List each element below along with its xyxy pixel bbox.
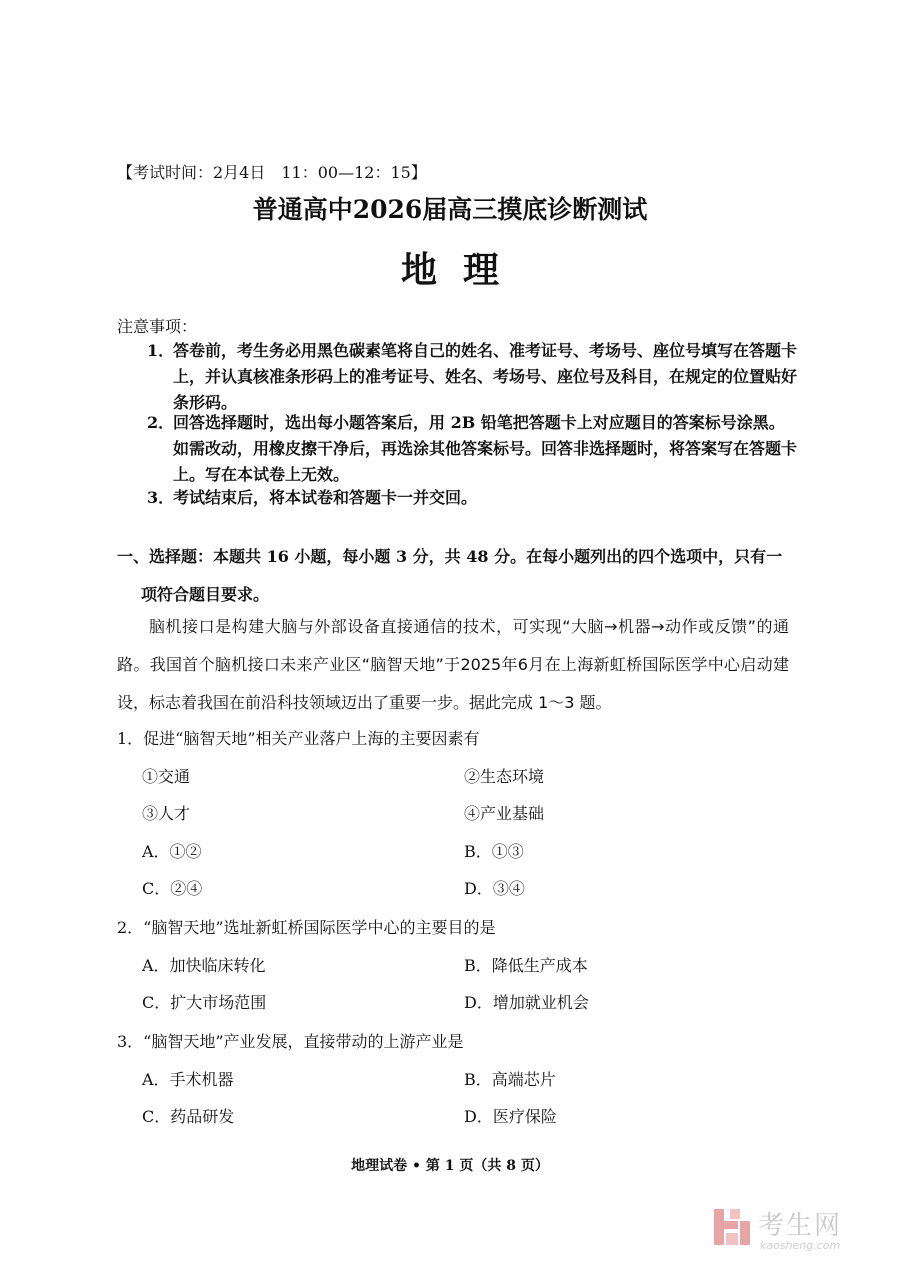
question-1-option-b: B．①③	[464, 842, 524, 861]
question-3-option-b: B．高端芯片	[464, 1070, 556, 1089]
section-heading-line1: 一、选择题：本题共 16 小题，每小题 3 分，共 48 分。在每小题列出的四个选项中，只有一	[117, 547, 783, 566]
question-2-option-a: A．加快临床转化	[142, 956, 266, 975]
notice-item-number: 2．	[147, 413, 175, 432]
section-heading-line2: 项符合题目要求。	[141, 585, 270, 604]
watermark-text: 考生网	[758, 1211, 843, 1241]
exam-title: 普通高中2026届高三摸底诊断测试	[252, 195, 648, 224]
question-2-option-d: D．增加就业机会	[464, 993, 589, 1012]
page-footer: 地理试卷 • 第 1 页（共 8 页）	[351, 1158, 549, 1174]
question-3-option-a: A．手术机器	[142, 1070, 234, 1089]
notice-item-3	[147, 485, 797, 511]
exam-time: 【考试时间：2月4日 11：00—12：15】	[117, 163, 427, 182]
section-heading	[117, 538, 789, 614]
watermark-logo-icon	[712, 1207, 752, 1247]
notice-item-2	[147, 410, 797, 488]
notice-item-text: 考试结束后，将本试卷和答题卡一并交回。	[173, 488, 478, 507]
subject-title: 地理	[400, 249, 525, 291]
notice-item-1	[147, 338, 797, 416]
watermark	[712, 1205, 872, 1257]
question-1-stem: 1．促进“脑智天地”相关产业落户上海的主要因素有	[117, 729, 480, 748]
watermark-url: kaosheng.com	[760, 1239, 841, 1252]
question-1-factor-2: ②生态环境	[464, 767, 545, 786]
question-3-stem: 3．“脑智天地”产业发展，直接带动的上游产业是	[117, 1032, 464, 1051]
notice-item-text: 回答选择题时，选出每小题答案后，用 2B 铅笔把答题卡上对应题目的答案标号涂黑。如需改动，用橡皮擦干净后，再选涂其他答案标号。回答非选择题时，将答案写在答题卡上。写在本试卷上无效。	[173, 413, 798, 484]
question-1-option-c: C．②④	[142, 879, 203, 898]
notice-heading: 注意事项：	[117, 317, 198, 336]
reading-passage: 脑机接口是构建大脑与外部设备直接通信的技术，可实现“大脑→机器→动作或反馈”的通路。我国首个脑机接口未来产业区“脑智天地”于2025年6月在上海新虹桥国际医学中心启动建设，标志着我国在前沿科技领域迈出了重要一步。据此完成 1～3 题。	[117, 617, 789, 712]
question-2-option-b: B．降低生产成本	[464, 956, 588, 975]
question-1-factor-4: ④产业基础	[464, 804, 545, 823]
question-1-factor-3: ③人才	[142, 804, 191, 823]
question-1-option-a: A．①②	[142, 842, 202, 861]
notice-item-number: 3．	[147, 488, 175, 507]
notice-item-number: 1．	[147, 341, 175, 360]
question-3-option-d: D．医疗保险	[464, 1107, 557, 1126]
question-1-option-d: D．③④	[464, 879, 525, 898]
notice-item-text: 答卷前，考生务必用黑色碳素笔将自己的姓名、准考证号、考场号、座位号填写在答题卡上，并认真核准条形码上的准考证号、姓名、考场号、座位号及科目，在规定的位置贴好条形码。	[173, 341, 798, 412]
question-2-stem: 2．“脑智天地”选址新虹桥国际医学中心的主要目的是	[117, 918, 496, 937]
question-2-option-c: C．扩大市场范围	[142, 993, 267, 1012]
question-3-option-c: C．药品研发	[142, 1107, 235, 1126]
question-1-factor-1: ①交通	[142, 767, 191, 786]
